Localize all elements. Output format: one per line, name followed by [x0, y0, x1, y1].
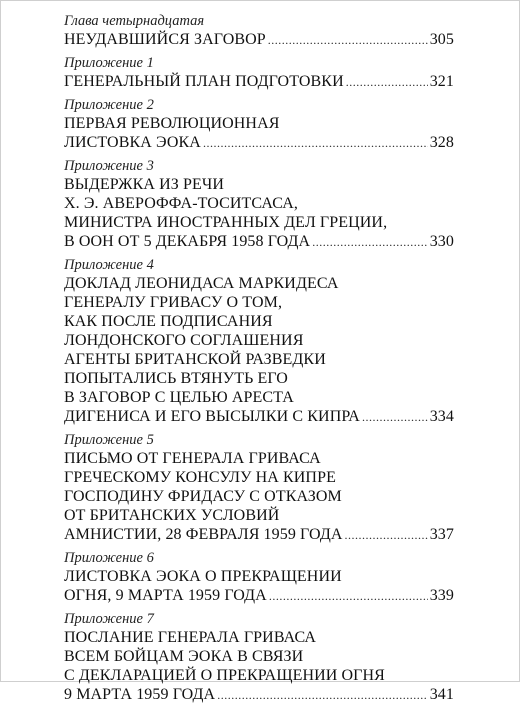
- toc-entry-label: Приложение 2: [64, 97, 154, 113]
- page-number[interactable]: 337: [429, 526, 454, 543]
- toc-entry-label: Приложение 4: [64, 257, 154, 273]
- toc-entry-title-last-line: [64, 586, 454, 605]
- dot-leader: [346, 73, 428, 92]
- toc-entry-label: Приложение 5: [64, 432, 154, 448]
- toc-entry: [64, 431, 454, 544]
- toc-entry-title-last-line: [64, 525, 454, 544]
- page-number[interactable]: 321: [429, 73, 454, 90]
- toc-entry-title-line: АГЕНТЫ БРИТАНСКОЙ РАЗВЕДКИ: [64, 351, 326, 368]
- page-number[interactable]: 334: [429, 408, 454, 425]
- toc-entry: [64, 157, 454, 251]
- toc-entry-title-line: ОТ БРИТАНСКИХ УСЛОВИЙ: [64, 507, 280, 524]
- toc-entry-title-line: Х. Э. АВЕРОФФА-ТОСИТСАСА,: [64, 195, 298, 212]
- toc-entry-title-line: ГРЕЧЕСКОМУ КОНСУЛУ НА КИПРЕ: [64, 469, 336, 486]
- toc-entry-title-line: ПОСЛАНИЕ ГЕНЕРАЛА ГРИВАСА: [64, 629, 317, 646]
- table-of-contents: [64, 12, 454, 709]
- toc-entry: [64, 256, 454, 426]
- toc-entry-title-last-line: [64, 407, 454, 426]
- toc-entry-title-text: АМНИСТИИ, 28 ФЕВРАЛЯ 1959 ГОДА: [64, 526, 343, 543]
- toc-entry-title-text: ОГНЯ, 9 МАРТА 1959 ГОДА: [64, 587, 267, 604]
- toc-entry-title-text: 9 МАРТА 1959 ГОДА: [64, 686, 216, 703]
- toc-entry-title-text: НЕУДАВШИЙСЯ ЗАГОВОР: [64, 31, 266, 48]
- toc-entry-title-line: С ДЕКЛАРАЦИЕЙ О ПРЕКРАЩЕНИИ ОГНЯ: [64, 667, 385, 684]
- toc-entry-title-last-line: [64, 232, 454, 251]
- toc-entry-title-line: ПЕРВАЯ РЕВОЛЮЦИОННАЯ: [64, 115, 280, 132]
- toc-entry: [64, 96, 454, 152]
- toc-entry: [64, 549, 454, 605]
- toc-entry-title-line: ЛОНДОНСКОГО СОГЛАШЕНИЯ: [64, 332, 304, 349]
- dot-leader: [362, 408, 428, 427]
- toc-entry-label: Приложение 7: [64, 611, 154, 627]
- toc-entry-title-line: В ЗАГОВОР С ЦЕЛЬЮ АРЕСТА: [64, 389, 294, 406]
- toc-entry-title-line: ГОСПОДИНУ ФРИДАСУ С ОТКАЗОМ: [64, 488, 342, 505]
- toc-entry-title-text: ГЕНЕРАЛЬНЫЙ ПЛАН ПОДГОТОВКИ: [64, 73, 344, 90]
- page-number[interactable]: 341: [429, 686, 454, 703]
- toc-entry: [64, 12, 454, 49]
- page-number[interactable]: 330: [429, 233, 454, 250]
- dot-leader: [269, 587, 428, 606]
- toc-entry-title-text: ЛИСТОВКА ЭОКА: [64, 134, 201, 151]
- toc-entry-title-text: ДИГЕНИСА И ЕГО ВЫСЫЛКИ С КИПРА: [64, 408, 360, 425]
- toc-entry-title-line: КАК ПОСЛЕ ПОДПИСАНИЯ: [64, 313, 273, 330]
- toc-entry-title-line: МИНИСТРА ИНОСТРАННЫХ ДЕЛ ГРЕЦИИ,: [64, 214, 388, 231]
- toc-entry-title-last-line: [64, 685, 454, 704]
- toc-entry-label: Приложение 1: [64, 55, 154, 71]
- toc-entry-title-last-line: [64, 30, 454, 49]
- toc-entry-label: Приложение 6: [64, 550, 154, 566]
- page-number[interactable]: 305: [429, 31, 454, 48]
- toc-entry-title-line: ВСЕМ БОЙЦАМ ЭОКА В СВЯЗИ: [64, 648, 304, 665]
- toc-entry-label: Глава четырнадцатая: [64, 13, 205, 29]
- page-number[interactable]: 328: [429, 134, 454, 151]
- dot-leader: [203, 134, 428, 153]
- page-number[interactable]: 339: [429, 587, 454, 604]
- toc-entry-title-line: ВЫДЕРЖКА ИЗ РЕЧИ: [64, 176, 225, 193]
- dot-leader: [345, 526, 428, 545]
- dot-leader: [217, 686, 428, 705]
- toc-entry-title-line: ДОКЛАД ЛЕОНИДАСА МАРКИДЕСА: [64, 275, 339, 292]
- toc-entry-title-line: ПИСЬМО ОТ ГЕНЕРАЛА ГРИВАСА: [64, 450, 321, 467]
- dot-leader: [268, 31, 428, 50]
- toc-entry: [64, 610, 454, 704]
- toc-entry-title-last-line: [64, 133, 454, 152]
- toc-entry: [64, 54, 454, 91]
- toc-entry-title-text: В ООН ОТ 5 ДЕКАБРЯ 1958 ГОДА: [64, 233, 311, 250]
- toc-entry-title-line: ПОПЫТАЛИСЬ ВТЯНУТЬ ЕГО: [64, 370, 288, 387]
- dot-leader: [312, 233, 427, 252]
- toc-entry-title-last-line: [64, 72, 454, 91]
- toc-entry-title-line: ЛИСТОВКА ЭОКА О ПРЕКРАЩЕНИИ: [64, 568, 342, 585]
- toc-entry-label: Приложение 3: [64, 158, 154, 174]
- toc-entry-title-line: ГЕНЕРАЛУ ГРИВАСУ О ТОМ,: [64, 294, 283, 311]
